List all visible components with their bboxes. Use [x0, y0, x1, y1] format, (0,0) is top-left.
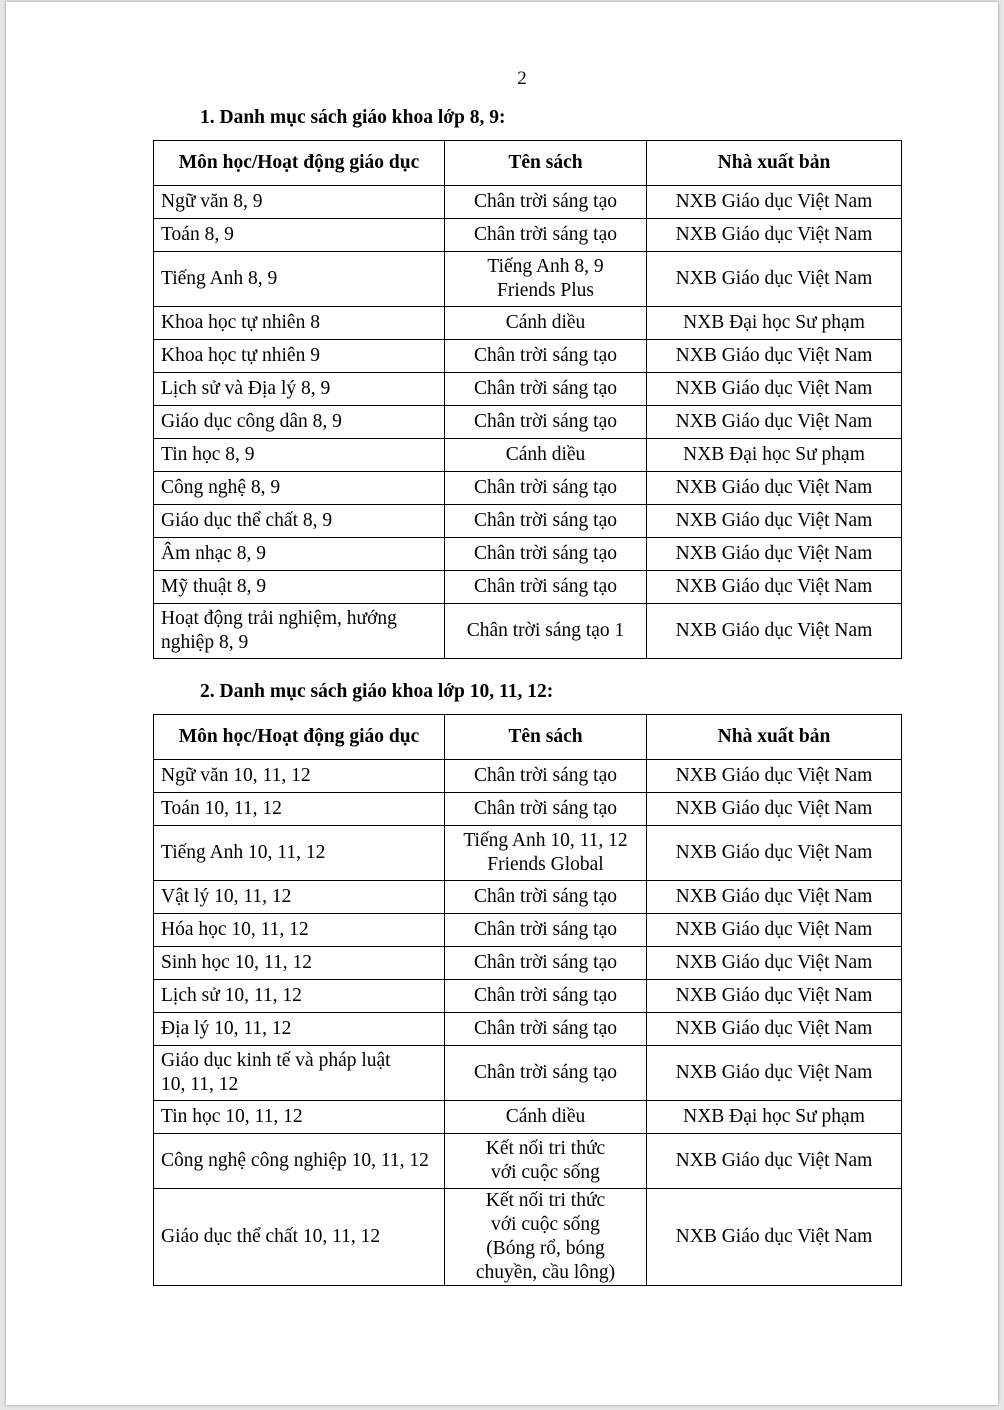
book-title-cell-line: Cánh diều: [505, 444, 586, 465]
publisher-cell: NXB Giáo dục Việt Nam: [647, 571, 902, 604]
column-header-book-title: Tên sách: [445, 141, 647, 186]
column-header-subject: Môn học/Hoạt động giáo dục: [154, 141, 445, 186]
subject-cell-line: Giáo dục thể chất 8, 9: [161, 510, 333, 531]
subject-cell-line: 10, 11, 12: [161, 1074, 239, 1095]
book-title-cell-line: Chân trời sáng tạo 1: [466, 620, 625, 641]
table-row: [154, 406, 902, 439]
book-title-cell: [445, 1046, 647, 1101]
book-title-cell-line: Chân trời sáng tạo: [474, 411, 617, 432]
book-title-cell: [445, 1189, 647, 1286]
subject-cell: [154, 219, 445, 252]
subject-cell-line: Tin học 8, 9: [161, 444, 255, 465]
table-header-row: [154, 715, 902, 760]
table-row: [154, 439, 902, 472]
book-title-cell-line: Chân trời sáng tạo: [474, 798, 617, 819]
book-title-cell: [445, 252, 647, 307]
subject-cell-line: Tin học 10, 11, 12: [161, 1106, 303, 1127]
subject-cell-line: Mỹ thuật 8, 9: [161, 576, 267, 597]
subject-cell: [154, 826, 445, 881]
table-row: [154, 1013, 902, 1046]
subject-cell-line: Địa lý 10, 11, 12: [161, 1018, 292, 1039]
subject-cell: [154, 793, 445, 826]
subject-cell: [154, 186, 445, 219]
table-row: [154, 1046, 902, 1101]
table-row: [154, 1189, 902, 1286]
subject-cell-line: Vật lý 10, 11, 12: [161, 886, 292, 907]
book-title-cell-line: Chân trời sáng tạo: [474, 477, 617, 498]
subject-cell: [154, 439, 445, 472]
publisher-cell: NXB Giáo dục Việt Nam: [647, 947, 902, 980]
table-row: [154, 914, 902, 947]
book-title-cell: [445, 1134, 647, 1189]
table-row: [154, 881, 902, 914]
subject-cell-line: Lịch sử và Địa lý 8, 9: [161, 378, 331, 399]
subject-cell-line: Sinh học 10, 11, 12: [161, 952, 312, 973]
book-title-cell-line: Chân trời sáng tạo: [474, 224, 617, 245]
subject-cell: [154, 1101, 445, 1134]
book-title-cell-line: Chân trời sáng tạo: [474, 543, 617, 564]
publisher-cell: NXB Giáo dục Việt Nam: [647, 1013, 902, 1046]
subject-cell: [154, 340, 445, 373]
book-title-cell-line: Chân trời sáng tạo: [474, 1018, 617, 1039]
subject-cell: [154, 571, 445, 604]
book-title-cell-line: Chân trời sáng tạo: [474, 765, 617, 786]
book-title-cell-line: Cánh diều: [505, 1106, 586, 1127]
book-title-cell-line: Chân trời sáng tạo: [474, 919, 617, 940]
subject-cell-line: Khoa học tự nhiên 9: [161, 345, 320, 366]
publisher-cell: NXB Giáo dục Việt Nam: [647, 340, 902, 373]
table-header-row: [154, 141, 902, 186]
table-row: [154, 340, 902, 373]
publisher-cell: NXB Giáo dục Việt Nam: [647, 1189, 902, 1286]
book-title-cell-line: Kết nối tri thức: [485, 1190, 606, 1211]
subject-cell-line: Giáo dục công dân 8, 9: [161, 411, 342, 432]
subject-cell-line: Khoa học tự nhiên 8: [161, 312, 320, 333]
subject-cell: [154, 406, 445, 439]
subject-cell: [154, 1189, 445, 1286]
book-title-cell-line: với cuộc sống: [491, 1214, 600, 1235]
book-title-cell: [445, 914, 647, 947]
subject-cell-line: Giáo dục thể chất 10, 11, 12: [161, 1226, 381, 1247]
subject-cell-line: Toán 8, 9: [161, 224, 234, 245]
subject-cell: [154, 505, 445, 538]
subject-cell: [154, 307, 445, 340]
publisher-cell: NXB Giáo dục Việt Nam: [647, 186, 902, 219]
table-row: [154, 219, 902, 252]
book-title-cell-line: Friends Plus: [497, 280, 594, 301]
book-title-cell: [445, 219, 647, 252]
table-row: [154, 373, 902, 406]
subject-cell-line: Hoạt động trải nghiệm, hướng: [161, 608, 397, 629]
subject-cell: [154, 881, 445, 914]
column-header-publisher: Nhà xuất bản: [647, 715, 902, 760]
subject-cell-line: Lịch sử 10, 11, 12: [161, 985, 302, 1006]
book-title-cell-line: Friends Global: [487, 854, 604, 875]
table-row: [154, 472, 902, 505]
book-title-cell: [445, 505, 647, 538]
table-row: [154, 186, 902, 219]
book-title-cell: [445, 980, 647, 1013]
table-row: [154, 826, 902, 881]
book-title-cell-line: Chân trời sáng tạo: [474, 985, 617, 1006]
book-title-cell: [445, 340, 647, 373]
table-row: [154, 307, 902, 340]
column-header-subject: Môn học/Hoạt động giáo dục: [154, 715, 445, 760]
subject-cell-line: Tiếng Anh 8, 9: [161, 268, 278, 289]
publisher-cell: NXB Giáo dục Việt Nam: [647, 826, 902, 881]
book-title-cell: [445, 186, 647, 219]
book-title-cell-line: Chân trời sáng tạo: [474, 191, 617, 212]
subject-cell-line: Tiếng Anh 10, 11, 12: [161, 842, 326, 863]
subject-cell-line: Giáo dục kinh tế và pháp luật: [161, 1050, 391, 1071]
page-number: 2: [517, 68, 527, 89]
subject-cell: [154, 373, 445, 406]
book-title-cell-line: (Bóng rổ, bóng: [486, 1238, 605, 1259]
publisher-cell: NXB Đại học Sư phạm: [647, 439, 902, 472]
subject-cell: [154, 980, 445, 1013]
table-row: [154, 571, 902, 604]
book-title-cell: [445, 1013, 647, 1046]
textbook-table-grade-10-12: [153, 714, 902, 1286]
book-title-cell: [445, 604, 647, 659]
book-title-cell-line: Kết nối tri thức: [485, 1138, 606, 1159]
publisher-cell: NXB Giáo dục Việt Nam: [647, 219, 902, 252]
book-title-cell: [445, 1101, 647, 1134]
subject-cell-line: Toán 10, 11, 12: [161, 798, 282, 819]
subject-cell-line: Ngữ văn 8, 9: [161, 191, 263, 212]
book-title-cell-line: Cánh diều: [505, 312, 586, 333]
publisher-cell: NXB Giáo dục Việt Nam: [647, 406, 902, 439]
publisher-cell: NXB Giáo dục Việt Nam: [647, 793, 902, 826]
publisher-cell: NXB Giáo dục Việt Nam: [647, 373, 902, 406]
table-row: [154, 604, 902, 659]
subject-cell-line: nghiệp 8, 9: [161, 632, 249, 653]
book-title-cell-line: Chân trời sáng tạo: [474, 576, 617, 597]
publisher-cell: NXB Giáo dục Việt Nam: [647, 604, 902, 659]
subject-cell: [154, 472, 445, 505]
table-row: [154, 793, 902, 826]
subject-cell-line: Âm nhạc 8, 9: [161, 543, 267, 564]
table-row: [154, 980, 902, 1013]
publisher-cell: NXB Giáo dục Việt Nam: [647, 1046, 902, 1101]
table-row: [154, 505, 902, 538]
document-page: [6, 2, 998, 1405]
subject-cell: [154, 1134, 445, 1189]
book-title-cell: [445, 947, 647, 980]
publisher-cell: NXB Giáo dục Việt Nam: [647, 538, 902, 571]
subject-cell-line: Công nghệ công nghiệp 10, 11, 12: [161, 1150, 429, 1171]
table-row: [154, 252, 902, 307]
book-title-cell: [445, 307, 647, 340]
table-row: [154, 538, 902, 571]
book-title-cell: [445, 881, 647, 914]
publisher-cell: NXB Giáo dục Việt Nam: [647, 505, 902, 538]
book-title-cell: [445, 538, 647, 571]
subject-cell: [154, 914, 445, 947]
textbook-table-grade-8-9: [153, 140, 902, 659]
book-title-cell: [445, 439, 647, 472]
subject-cell: [154, 604, 445, 659]
column-header-book-title: Tên sách: [445, 715, 647, 760]
book-title-cell-line: với cuộc sống: [491, 1162, 600, 1183]
publisher-cell: NXB Giáo dục Việt Nam: [647, 252, 902, 307]
book-title-cell-line: Tiếng Anh 8, 9: [487, 256, 604, 277]
subject-cell-line: Ngữ văn 10, 11, 12: [161, 765, 311, 786]
book-title-cell: [445, 826, 647, 881]
publisher-cell: NXB Giáo dục Việt Nam: [647, 881, 902, 914]
book-title-cell: [445, 472, 647, 505]
publisher-cell: NXB Giáo dục Việt Nam: [647, 1134, 902, 1189]
table-row: [154, 1101, 902, 1134]
subject-cell: [154, 1046, 445, 1101]
book-title-cell-line: chuyền, cầu lông): [475, 1262, 616, 1283]
book-title-cell: [445, 793, 647, 826]
table-row: [154, 1134, 902, 1189]
book-title-cell: [445, 406, 647, 439]
book-title-cell: [445, 373, 647, 406]
publisher-cell: NXB Giáo dục Việt Nam: [647, 914, 902, 947]
book-title-cell-line: Chân trời sáng tạo: [474, 345, 617, 366]
table-row: [154, 760, 902, 793]
publisher-cell: NXB Đại học Sư phạm: [647, 1101, 902, 1134]
column-header-publisher: Nhà xuất bản: [647, 141, 902, 186]
book-title-cell: [445, 571, 647, 604]
section-heading-grade-10-12: 2. Danh mục sách giáo khoa lớp 10, 11, 12:: [200, 681, 554, 702]
subject-cell: [154, 1013, 445, 1046]
book-title-cell-line: Chân trời sáng tạo: [474, 510, 617, 531]
subject-cell-line: Hóa học 10, 11, 12: [161, 919, 309, 940]
book-title-cell-line: Chân trời sáng tạo: [474, 952, 617, 973]
book-title-cell-line: Chân trời sáng tạo: [474, 378, 617, 399]
book-title-cell-line: Chân trời sáng tạo: [474, 886, 617, 907]
publisher-cell: NXB Giáo dục Việt Nam: [647, 760, 902, 793]
publisher-cell: NXB Giáo dục Việt Nam: [647, 472, 902, 505]
publisher-cell: NXB Đại học Sư phạm: [647, 307, 902, 340]
subject-cell: [154, 252, 445, 307]
table-row: [154, 947, 902, 980]
section-heading-grade-8-9: 1. Danh mục sách giáo khoa lớp 8, 9:: [200, 107, 506, 128]
subject-cell: [154, 947, 445, 980]
book-title-cell-line: Chân trời sáng tạo: [474, 1062, 617, 1083]
publisher-cell: NXB Giáo dục Việt Nam: [647, 980, 902, 1013]
subject-cell: [154, 538, 445, 571]
subject-cell-line: Công nghệ 8, 9: [161, 477, 281, 498]
book-title-cell: [445, 760, 647, 793]
subject-cell: [154, 760, 445, 793]
book-title-cell-line: Tiếng Anh 10, 11, 12: [463, 830, 628, 851]
